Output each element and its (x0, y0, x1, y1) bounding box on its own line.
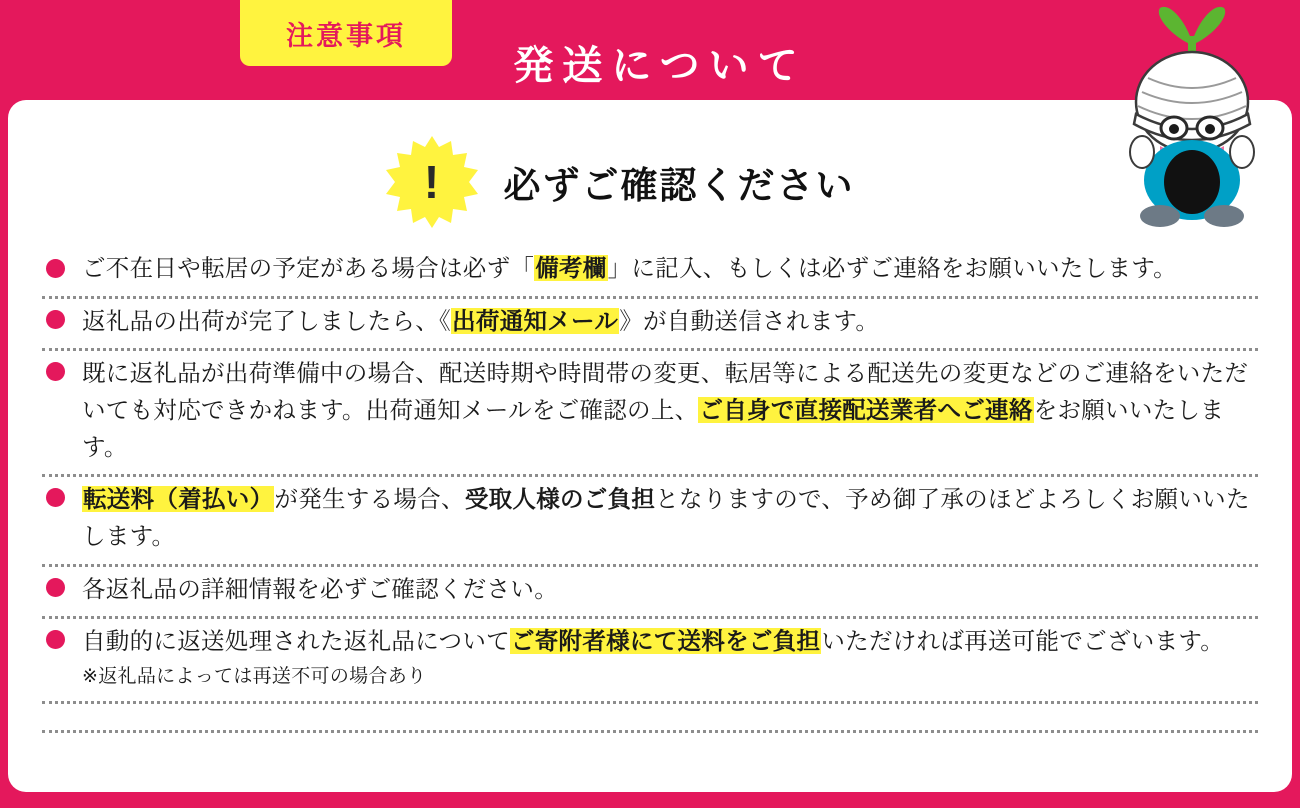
bullet-icon (46, 259, 65, 278)
notice-text-segment: 受取人様のご負担 (464, 486, 656, 513)
notice-text-segment: をお願いいたします。 (82, 396, 1225, 460)
page-title: 発送について (513, 44, 807, 88)
notice-card (8, 100, 1292, 792)
notice-item-absence-or-move (42, 248, 1258, 299)
notice-text-segment: 」に記入、もしくは必ずご連絡をお願いいたします。 (607, 255, 1177, 281)
notice-text-segment: 自動的に返送処理された返礼品について (82, 628, 510, 655)
notice-tag-label: 注意事項 (286, 20, 406, 51)
notice-text-segment: 備考欄 (535, 255, 607, 281)
bullet-icon (46, 488, 65, 507)
notice-item-shipping-notice-mail (42, 299, 1258, 352)
bullet-icon (46, 310, 65, 329)
notice-text-segment: 》が自動送信されます。 (619, 307, 880, 334)
notice-text-segment: が発生する場合、 (274, 486, 465, 513)
notice-text-segment: 既に返礼品が出荷準備中の場合、配送時期や時間帯の変更、転居等による配送先の変更などのご連絡をいただいても対応できかねます。出荷通知メールをご確認の上、 (82, 360, 1249, 423)
notice-text-segment: となりますので、予め御了承のほどよろしくお願いいたします。 (82, 486, 1250, 549)
confirm-text: 必ずご確認ください (503, 165, 855, 206)
notice-item-check-product-detail (42, 567, 1258, 620)
notice-item-already-preparing (42, 351, 1258, 477)
notice-text-segment: いただければ再送可能でございます。 (821, 628, 1225, 655)
mascot-character-icon (1102, 2, 1282, 232)
exclamation-mark: ! (423, 156, 440, 208)
notice-text-segment: 各返礼品の詳細情報を必ずご確認ください。 (82, 575, 558, 602)
notice-item-forwarding-fee (42, 477, 1258, 566)
notice-text-segment: 転送料（着払い） (83, 486, 274, 513)
bullet-icon (46, 578, 65, 597)
confirm-banner (42, 136, 1258, 228)
notice-sub-note: ※返礼品によっては再送不可の場合あり (82, 665, 427, 687)
notice-list (42, 248, 1258, 704)
bullet-icon (46, 362, 65, 381)
notice-text-segment: 返礼品の出荷が完了しましたら、《 (82, 307, 452, 334)
notice-text-segment: 出荷通知メール (452, 307, 619, 334)
notice-text-segment: ご不在日や転居の予定がある場合は必ず「 (82, 255, 535, 281)
list-bottom-divider (42, 704, 1258, 733)
bullet-icon (46, 630, 65, 649)
poster-header (8, 8, 1292, 100)
notice-text-segment: ご自身で直接配送業者へご連絡 (699, 396, 1033, 423)
notice-item-auto-returned (42, 619, 1258, 703)
notice-text-segment: ご寄附者様にて送料をご負担 (510, 628, 821, 655)
exclamation-burst-icon (386, 136, 478, 228)
